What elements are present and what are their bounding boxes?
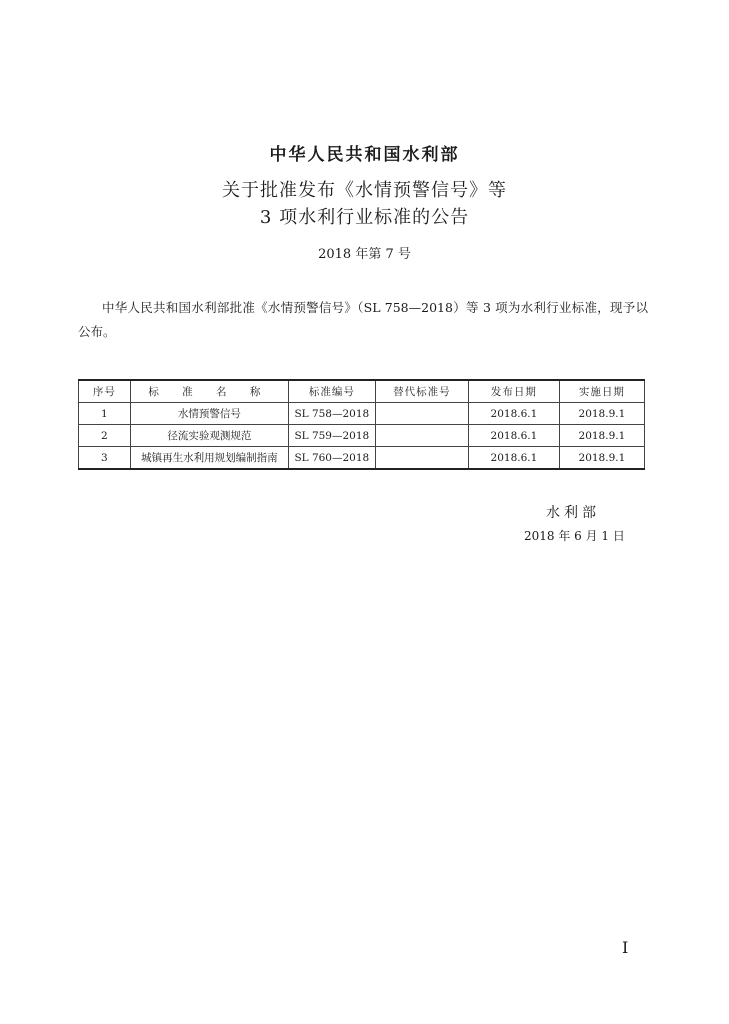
table-row bbox=[79, 403, 645, 425]
cell-code: SL 759—2018 bbox=[288, 425, 375, 447]
column-header-effective: 实施日期 bbox=[559, 380, 644, 403]
cell-effective: 2018.9.1 bbox=[559, 447, 644, 470]
column-header-code: 标准编号 bbox=[288, 380, 375, 403]
table-row bbox=[79, 447, 645, 470]
cell-serial: 2 bbox=[79, 425, 131, 447]
cell-name: 径流实验观测规范 bbox=[130, 425, 288, 447]
page-number: I bbox=[622, 938, 629, 957]
cell-issued: 2018.6.1 bbox=[469, 403, 560, 425]
signing-date: 2018 年 6 月 1 日 bbox=[524, 529, 625, 543]
announcement-title-line-1: 关于批准发布《水情预警信号》等 bbox=[222, 180, 507, 201]
column-header-name: 标 准 名 称 bbox=[130, 380, 288, 403]
column-header-replaces: 替代标准号 bbox=[375, 380, 468, 403]
table-header-row bbox=[79, 380, 645, 403]
cell-name: 水情预警信号 bbox=[130, 403, 288, 425]
cell-replaces bbox=[375, 425, 468, 447]
cell-issued: 2018.6.1 bbox=[469, 425, 560, 447]
announcement-title-line-2: 3 项水利行业标准的公告 bbox=[259, 207, 470, 228]
cell-issued: 2018.6.1 bbox=[469, 447, 560, 470]
signing-department: 水利部 bbox=[546, 505, 600, 521]
column-header-issued: 发布日期 bbox=[469, 380, 560, 403]
cell-effective: 2018.9.1 bbox=[559, 403, 644, 425]
cell-replaces bbox=[375, 447, 468, 470]
cell-effective: 2018.9.1 bbox=[559, 425, 644, 447]
standards-table bbox=[78, 379, 645, 470]
announcement-body: 中华人民共和国水利部批准《水情预警信号》（SL 758—2018）等 3 项为水利行业标准，现予以公布。 bbox=[78, 300, 648, 339]
cell-serial: 3 bbox=[79, 447, 131, 470]
cell-replaces bbox=[375, 403, 468, 425]
cell-code: SL 760—2018 bbox=[288, 447, 375, 470]
cell-name: 城镇再生水利用规划编制指南 bbox=[130, 447, 288, 470]
table-row bbox=[79, 425, 645, 447]
issuing-ministry: 中华人民共和国水利部 bbox=[269, 145, 460, 165]
cell-code: SL 758—2018 bbox=[288, 403, 375, 425]
column-header-serial: 序号 bbox=[79, 380, 131, 403]
cell-serial: 1 bbox=[79, 403, 131, 425]
document-number: 2018 年第 7 号 bbox=[318, 247, 411, 262]
